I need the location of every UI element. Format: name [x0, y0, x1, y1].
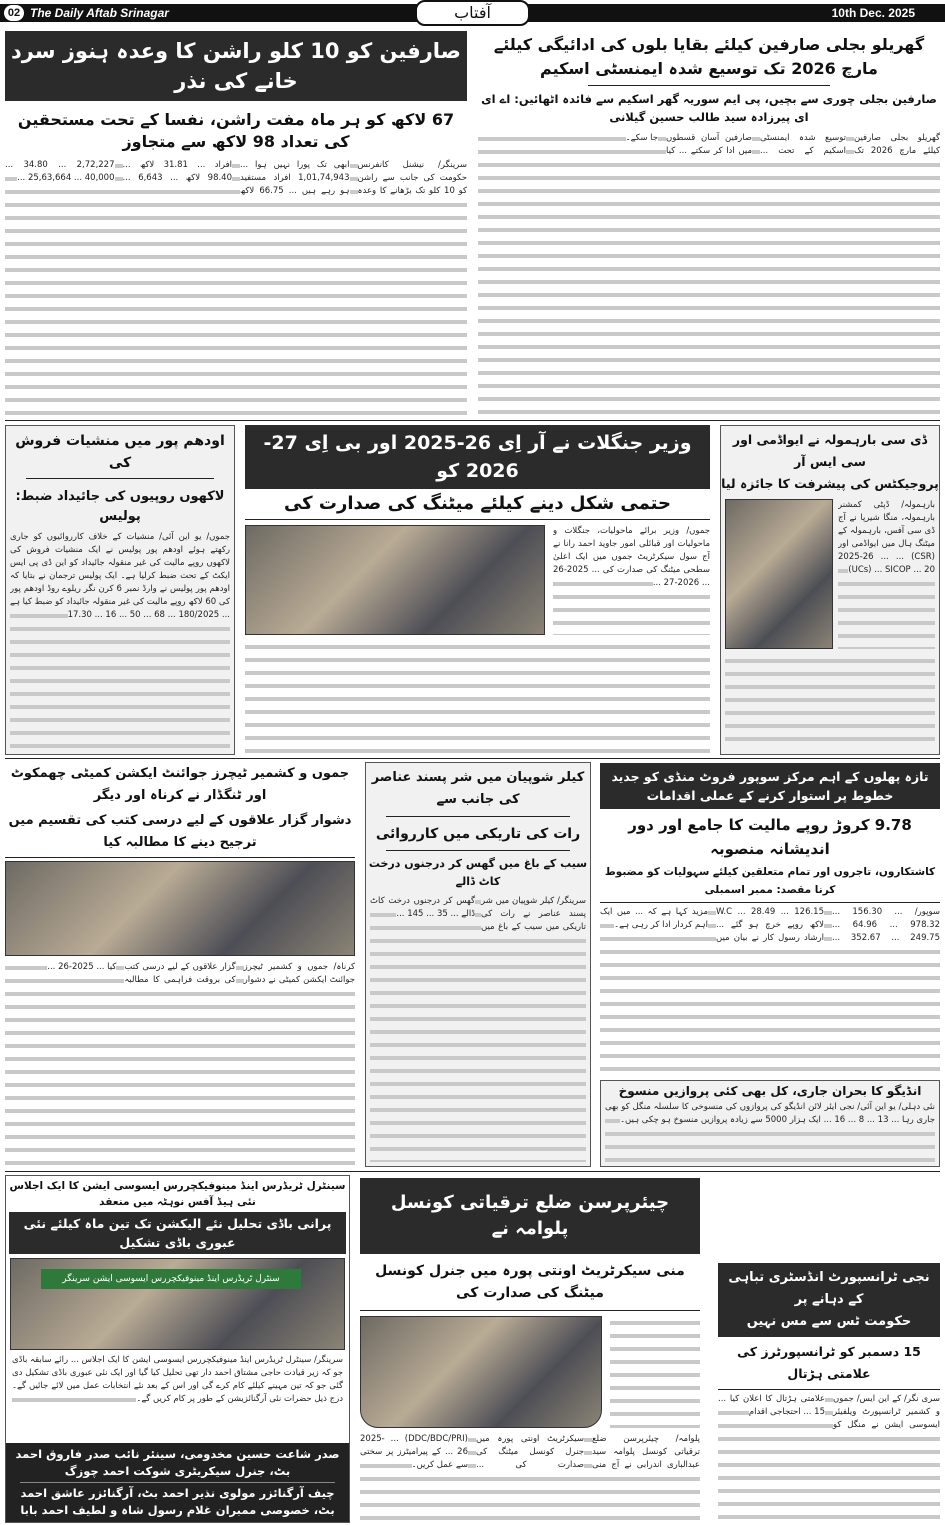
- teachers-photo: [5, 861, 355, 956]
- dc-photo: [725, 499, 833, 649]
- traders-body: سرینگر/ سینٹرل ٹریڈرس اینڈ مینوفیکچررس ایسوسی ایشن کا ایک اجلاس ... رائے سابقہ باڈی جو کہ زیر قیادت حاجی مشتاق احمد دار تھی تحلیل کیا گیا اور ایک نئی عبوری باڈی تشکیل دی گئی جو کہ تین مہینے کیلئے کام کرے گی اور اس کے بعد نئے انتخابات عمل میں لائے جائیں گے۔ درج ذیل حضرات نئی آرگنائزیشن کے طور پر کام کریں گے۔: [12, 1355, 343, 1404]
- council-meeting-photo: [360, 1316, 602, 1428]
- baramulla-headline: ڈی سی بارہمولہ نے ایواڈمی اور سی ایس آر: [732, 432, 928, 469]
- teachers-article: [5, 763, 355, 1167]
- issue-date: 10th Dec. 2025: [831, 6, 915, 20]
- paper-name: The Daily Aftab Srinagar: [30, 6, 169, 20]
- pulwama-body: پلوامہ/ چیئرپرسن ضلع ترقیاتی کونسل پلوامہ سید عبدالباری اندرابی نے آج منی سیکرٹریٹ اونتی پورہ میں جنرل کونسل میٹنگ کی صدارت کی ... (DDC/BDC/PRI) ... 2025-26 ... کے پیرامیٹرز پر سختی سے عمل کریں۔: [360, 1433, 700, 1522]
- newspaper-logo: آفتاب: [415, 0, 530, 26]
- ration-headline: صارفین کو 10 کلو راشن کا وعدہ ہنوز سرد خانے کی نذر: [5, 31, 467, 101]
- forest-body: [245, 640, 710, 755]
- forest-subhead: حتمی شکل دینے کیلئے میٹنگ کی صدارت کی: [283, 493, 672, 514]
- shopian-body: سرینگر/ کیلر شوپیان میں شر پسند عناصر نے رات کی تاریکی میں سیب کے باغ میں گھس کر درجنوں درخت کاٹ ڈالے ... 35 ... 145 ...: [370, 895, 586, 1162]
- traders-headline: سینٹرل ٹریڈرس اینڈ مینوفیکچررس ایسوسی ایشن کا ایک اجلاس نئی ہیڈ آفس نوہٹہ میں منعقد: [9, 1180, 346, 1208]
- udhampur-body: جموں/ یو این آئی/ منشیات کے خلاف کارروائیوں کو جاری رکھتے ہوئے اودھم پور پولیس نے ایک منشیات فروش کی لاکھوں روپے مالیت کی غیر منقولہ جائیداد کو این ڈی پی ایس ایکٹ کے تحت ضبط کرلیا ہے۔ ایک پولیس ترجمان نے بتایا کہ اودھم پور پولیس نے وارڈ نمبر 6 کرن نگر ریلوے روڈ اودھم پور کی 60 لاکھ روپے مالیت کی غیر منقولہ جائیداد کو ضبط کیا ہے ... 180/2025 ... 68 ... 50 ... 16 ... 17.30: [10, 531, 230, 750]
- udhampur-headline: اودھم پور میں منشیات فروش کی: [15, 433, 225, 471]
- office-bearers-line-2: چیف آرگنائزر مولوی نذیر احمد بٹ، آرگنائزر عاشق احمد بٹ، خصوصی ممبران غلام رسول شاہ و لطیف احمد بابا: [20, 1482, 335, 1519]
- indigo-article: [600, 1080, 940, 1167]
- ration-subhead: 67 لاکھ کو ہر ماہ مفت راشن، نفسا کے تحت مستحقین کی تعداد 98 لاکھ سے متجاوز: [17, 110, 455, 151]
- forest-headline: وزیر جنگلات نے آر اِی 26-2025 اور بی اِی 27-2026 کو: [245, 425, 710, 489]
- amnesty-body: گھریلو بجلی صارفین کیلئے مارچ 2026 تک توسیع شدہ ایمنسٹی اسکیم کے تحت ... صارفین آسان قسطوں میں ادا کر سکتے ... کیا جا سکے۔: [478, 132, 940, 417]
- transport-deck: 15 دسمبر کو ٹرانسپورٹرز کی علامتی ہڑتال: [737, 1344, 921, 1381]
- pulwama-subhead: منی سیکرٹریٹ اونتی پورہ میں جنرل کونسل میٹنگ کی صدارت کی: [375, 1263, 685, 1301]
- teachers-headline: جموں و کشمیر ٹیچرز جوائنٹ ایکشن کمیٹی چھمکوٹ اور ٹنگڈار نے کرناہ اور دیگر: [10, 766, 350, 803]
- forest-meeting-photo: [245, 525, 545, 635]
- sopore-subhead: 9.78 کروڑ روپے مالیت کا جامع اور دور اندیشانہ منصوبہ: [628, 816, 912, 858]
- sopore-headline: تازہ پھلوں کے اہم مرکز سوپور فروٹ منڈی کو جدید خطوط پر استوار کرنے کے عملی اقدامات: [600, 763, 940, 809]
- shopian-headline: کیلر شوپیان میں شر پسند عناصر کی جانب سے: [371, 770, 585, 807]
- udhampur-article: [5, 425, 235, 755]
- transport-subhead: حکومت ٹس سے مس نہیں: [746, 1314, 912, 1329]
- office-bearers-list: [6, 1443, 349, 1522]
- amnesty-headline: گھریلو بجلی صارفین کیلئے بقایا بلوں کی ادائیگی کیلئے مارچ 2026 تک توسیع شدہ ایمنسٹی اسکیم: [493, 35, 925, 78]
- udhampur-subhead: لاکھوں روپیوں کی جائیداد ضبط: پولیس: [15, 489, 225, 524]
- forest-body-top: جموں/ وزیر برائے ماحولیات، جنگلات و ماحولیات اور قبائلی امور جاوید احمد رانا نے آج سول سیکرٹریٹ جموں میں ایک اعلیٰ سطحی میٹنگ کی صدارت کی ... 2025-26 ... 2026-27 ...: [553, 525, 710, 635]
- divider: [5, 1171, 940, 1172]
- transport-headline: نجی ٹرانسپورٹ انڈسٹری تباہی کے دہانے پر: [728, 1270, 930, 1307]
- sopore-deck: کاشتکاروں، تاجروں اور تمام متعلقین کیلئے سہولیات کو مضبوط کرنا مقصد: ممبر اسمبلی: [604, 866, 936, 896]
- baramulla-body: بارہمولہ/ ڈپٹی کمشنر بارہمولہ، منگا شیرپا نے آج ڈی سی آفس، بارہمولہ کے میٹنگ ہال میں ایواڈمی اور (CSR) ... 2025-26 ... (UCs) ... SICOP ... 20: [838, 499, 935, 649]
- divider: [5, 420, 940, 421]
- sopore-body: سوپور/ ... 156.30 ... 978.32 ... 64.96 ... 249.75 ... 352.67 ... 126.15 ... W.C ... 28.49 لاکھ روپے خرچ ہو گئے ... ارشاد رسول کار نے بیان میں مزید کہا ہے کہ ... میں ایک اہم کردار ادا کر رہی ہے۔: [600, 906, 940, 1075]
- transport-body: سری نگر/ کے این ایس/ جموں و کشمیر ٹرانسپورٹ ویلفیئر ایسوسی ایشن نے منگل کو علامتی ہڑتال کا اعلان کیا ... 15 ... احتجاجی اقدام: [718, 1393, 940, 1522]
- baramulla-subhead: پروجیکٹس کی پیشرفت کا جائزہ لیا: [721, 476, 939, 491]
- traders-article: [5, 1175, 350, 1523]
- pulwama-article: [360, 1178, 700, 1522]
- ration-article: [5, 31, 467, 417]
- shopian-article: [365, 762, 591, 1167]
- divider: [588, 85, 830, 86]
- indigo-body: نئی دہلی/ یو این آئی/ نجی ایئر لائن انڈیگو کی پروازوں کی منسوخی کا سلسلہ منگل کو بھی جاری رہا ... 13 ... 8 ... 16 ... ایک ہزار 5000 سے زیادہ پروازیں منسوخ ہو چکی ہیں۔: [605, 1101, 935, 1164]
- pulwama-body-side: [610, 1316, 700, 1428]
- shopian-subhead: رات کی تاریکی میں کارروائی: [375, 826, 581, 842]
- divider: [5, 758, 940, 759]
- pulwama-headline: چیئرپرسن ضلع ترقیاتی کونسل پلوامہ نے: [360, 1178, 700, 1254]
- transport-article-header: [718, 1263, 940, 1337]
- amnesty-article: [478, 31, 940, 417]
- indigo-headline: انڈیگو کا بحران جاری، کل بھی کئی پروازیں منسوخ: [618, 1084, 922, 1098]
- ration-body: سرینگر/ نیشنل کانفرنس حکومت کی جانب سے راشن کو 10 کلو تک بڑھانے کا وعدہ ابھی تک پورا نہیں ہوا ... 1,01,74,943 افراد مستفید ہو رہے ہیں ... 66.75 لاکھ افراد ... 31.81 لاکھ ... 98.40 لاکھ ... 6,643 ... 2,72,227 ... 34.80 ... 40,000 ... 25,63,664 ...: [5, 159, 467, 417]
- traders-group-photo: [10, 1258, 345, 1350]
- sopore-article: [600, 763, 940, 1075]
- teachers-subhead: دشوار گزار علاقوں کے لیے درسی کتب کی تقسیم میں ترجیح دینے کا مطالبہ کیا: [8, 813, 352, 850]
- baramulla-article: [720, 425, 940, 755]
- forest-article: [245, 425, 710, 755]
- teachers-body: کرناہ/ جموں و کشمیر ٹیچرز جوائنٹ ایکشن کمیٹی نے دشوار گزار علاقوں کے لیے درسی کتب کی بروقت فراہمی کا مطالبہ کیا ... 2025-26 ...: [5, 961, 355, 1167]
- association-banner: سنٹرل ٹریڈرس اینڈ مینوفیکچررس ایسوسی ایشن سرینگر: [41, 1269, 301, 1289]
- baramulla-body-cont: [725, 654, 935, 750]
- divider: [245, 519, 710, 520]
- amnesty-subhead: صارفین بجلی چوری سے بچیں، پی ایم سوریہ گھر اسکیم سے فائدہ اٹھائیں: اے ای ای پیرزادہ سید طالب حسین گیلانی: [481, 92, 937, 124]
- traders-subhead: پرانی باڈی تحلیل نئے الیکشن تک تین ماہ کیلئے نئی عبوری باڈی تشکیل: [9, 1212, 346, 1254]
- page-number: 02: [4, 5, 24, 21]
- transport-article: [718, 1175, 940, 1522]
- office-bearers-line-1: صدر شاعت حسین مخدومی، سینئر نائب صدر فاروق احمد بٹ، جنرل سیکریٹری شوکت احمد چوزگ: [15, 1447, 340, 1478]
- shopian-deck: سیب کے باغ میں گھس کر درجنوں درخت کاٹ ڈالے: [368, 857, 588, 888]
